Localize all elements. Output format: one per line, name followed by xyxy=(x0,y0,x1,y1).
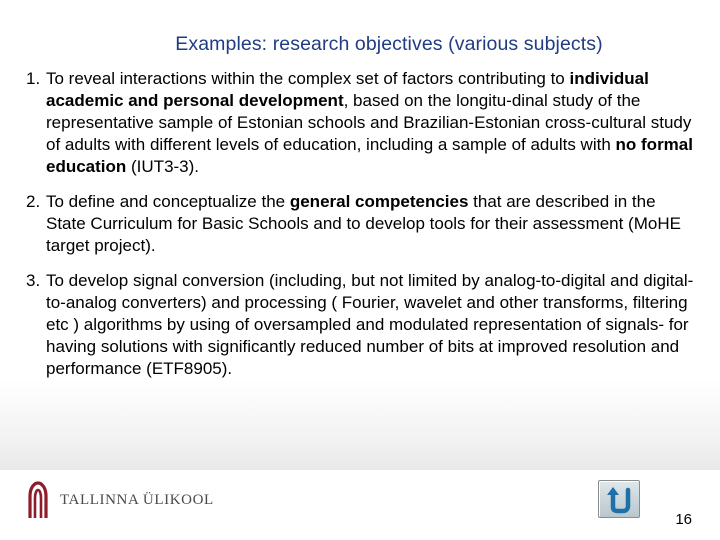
return-button[interactable] xyxy=(598,480,640,518)
text-segment: To reveal interactions within the complex set of factors contributing to xyxy=(46,69,570,88)
text-segment: , based on the longitu-dinal study of the representative sample of Estonian schools and Brazilian-Estonian cross-cultural study of adults with different levels of education, including a sample of adults with xyxy=(46,91,692,154)
university-logo-icon xyxy=(26,480,50,520)
text-segment-bold: individual academic and personal development xyxy=(46,69,649,110)
university-logo xyxy=(26,480,214,520)
item-number: 2. xyxy=(26,192,41,211)
page-number: 16 xyxy=(675,511,692,528)
text-segment: that are described in the State Curriculum for Basic Schools and to develop tools for their assessment (MoHE target project). xyxy=(46,192,681,255)
slide-title: Examples: research objectives (various subjects) xyxy=(175,33,603,55)
objectives-list xyxy=(26,68,696,393)
return-arrow-icon xyxy=(599,481,639,517)
text-segment-bold: general competencies xyxy=(289,192,469,211)
text-segment: To define and conceptualize the xyxy=(46,192,290,211)
text-segment: (IUT3-3). xyxy=(126,157,200,176)
item-number: 3. xyxy=(26,271,41,290)
item-text xyxy=(46,271,693,378)
objective-item-3 xyxy=(26,270,696,380)
logo-text: TALLINNA ÜLIKOOL xyxy=(60,491,214,508)
item-number: 1. xyxy=(26,69,41,88)
item-text xyxy=(46,69,693,176)
objective-item-1 xyxy=(26,68,696,178)
text-segment-bold: no formal education xyxy=(46,135,693,176)
item-text xyxy=(46,192,681,255)
objective-item-2 xyxy=(26,191,696,257)
text-segment: To develop signal conversion (including, but not limited by analog-to-digital and digital-to-analog converters) and processing ( Fourier, wavelet and other transforms, filtering etc ) algorithms by using of oversampled and modulated representation of signals- for having solutions with significantly reduced number of bits at improved resolution and performance (ETF8905). xyxy=(46,271,694,378)
